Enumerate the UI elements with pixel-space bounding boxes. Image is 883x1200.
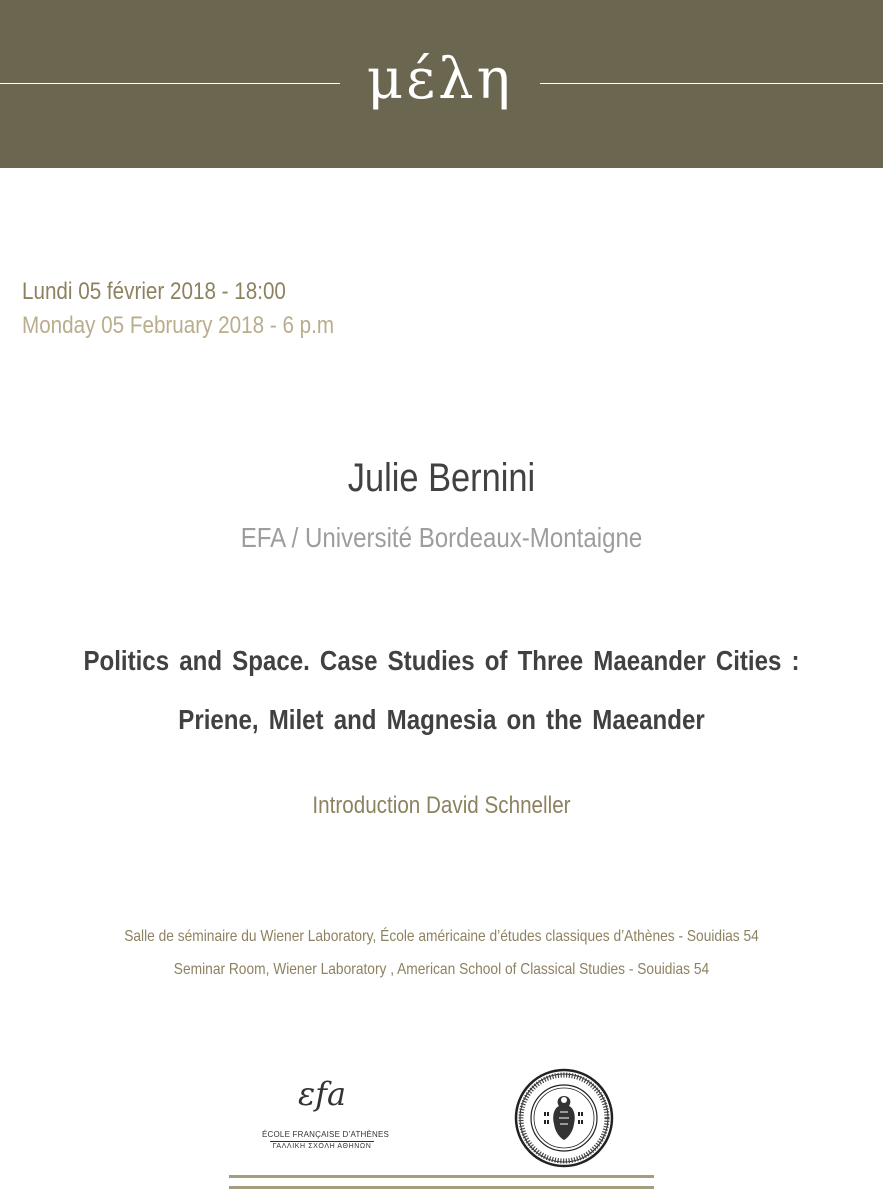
efa-logo [262,1068,390,1158]
venue-french: Salle de séminaire du Wiener Laboratory, École américaine d’études classiques d’Athènes - Souidias 54 [124,928,759,945]
header-rule-left [0,83,340,84]
american-school-seal-icon [514,1068,614,1168]
efa-divider [270,1141,374,1142]
talk-title-line-2: Priene, Milet and Magnesia on the Maeander [178,704,705,735]
header-rule-right [540,83,883,84]
venue-english: Seminar Room, Wiener Laboratory , American School of Classical Studies - Souidias 54 [173,961,710,978]
introduction-credit: Introduction David Schneller [312,792,571,819]
efa-name-french: ÉCOLE FRANÇAISE D’ATHÈNES [262,1130,390,1139]
series-title: μέλη [366,47,514,112]
speaker-affiliation: EFA / Université Bordeaux-Montaigne [240,522,643,553]
event-date-french: Lundi 05 février 2018 - 18:00 [22,278,286,305]
header-band [0,0,883,168]
footer-rule-bottom [229,1186,654,1189]
speaker-name: Julie Bernini [347,456,536,500]
efa-name-greek: ΓΑΛΛΙΚΗ ΣΧΟΛΗ ΑΘΗΝΩΝ [272,1143,372,1150]
footer-rule-top [229,1175,654,1178]
talk-title-line-1: Politics and Space. Case Studies of Three Maeander Cities : [83,645,800,676]
event-date-english: Monday 05 February 2018 - 6 p.m [22,312,335,339]
efa-logo-mark: εfa [297,1075,347,1113]
